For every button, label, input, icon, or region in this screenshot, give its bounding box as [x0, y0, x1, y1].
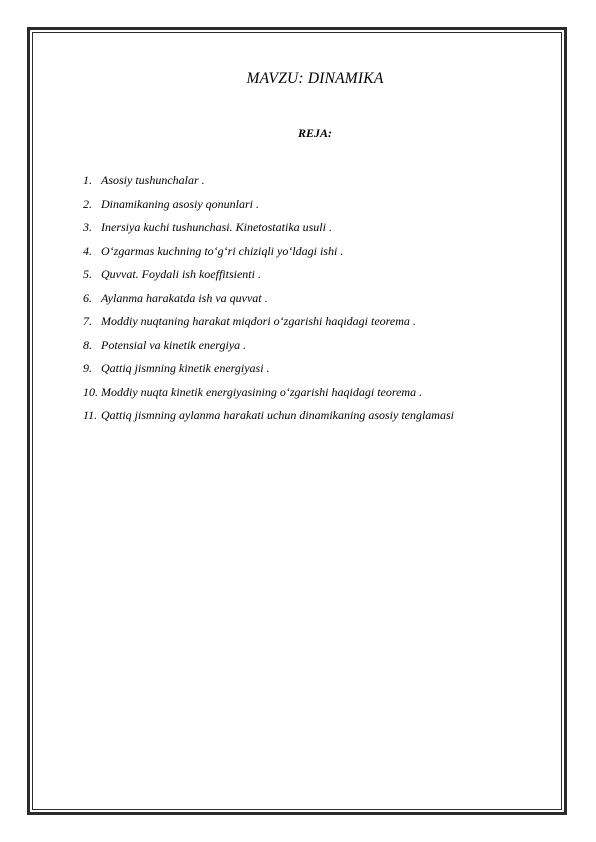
plan-item	[83, 266, 454, 290]
plan-item-number: 4.	[83, 243, 92, 258]
plan-item	[83, 243, 454, 267]
plan-item-text: Dinamikaning asosiy qonunlari .	[101, 196, 259, 211]
plan-item-text: Moddiy nuqtaning harakat miqdori o‘zgarishi haqidagi teorema .	[101, 314, 416, 328]
plan-item-text: Qattiq jismning aylanma harakati uchun dinamikaning asosiy tenglamasi	[101, 408, 454, 422]
plan-item-text: Quvvat. Foydali ish koeffitsienti .	[101, 267, 261, 281]
plan-item-text: Potensial va kinetik energiya .	[101, 337, 247, 352]
plan-item-text: O‘zgarmas kuchning to‘g‘ri chiziqli yo‘ldagi ishi .	[101, 243, 344, 258]
plan-item	[83, 219, 454, 243]
plan-item	[83, 407, 454, 431]
plan-item-text: Qattiq jismning kinetik energiyasi .	[101, 361, 270, 375]
plan-item	[83, 360, 454, 384]
plan-item-number: 3.	[83, 220, 92, 234]
plan-item	[83, 337, 454, 361]
plan-list	[83, 172, 454, 431]
plan-item	[83, 172, 454, 196]
plan-item-number: 6.	[83, 290, 92, 305]
document-title: MAVZU: DINAMIKA	[246, 70, 384, 87]
plan-item	[83, 313, 454, 337]
plan-item-text: Moddiy nuqta kinetik energiyasining o‘zgarishi haqidagi teorema .	[101, 384, 423, 399]
plan-item	[83, 290, 454, 314]
plan-item-number: 7.	[83, 314, 92, 328]
plan-item-number: 1.	[83, 173, 92, 187]
plan-item-number: 11.	[83, 408, 98, 422]
plan-item-text: Aylanma harakatda ish va quvvat .	[101, 290, 268, 305]
plan-item-number: 9.	[83, 361, 92, 375]
plan-item	[83, 384, 454, 408]
plan-item-number: 5.	[83, 267, 92, 281]
plan-item-number: 2.	[83, 196, 92, 211]
plan-item	[83, 196, 454, 220]
plan-item-text: Asosiy tushunchalar .	[101, 173, 205, 187]
plan-heading: REJA:	[297, 126, 332, 140]
plan-item-number: 8.	[83, 337, 92, 352]
plan-item-number: 10.	[83, 384, 98, 399]
plan-item-text: Inersiya kuchi tushunchasi. Kinetostatika usuli .	[101, 220, 332, 234]
